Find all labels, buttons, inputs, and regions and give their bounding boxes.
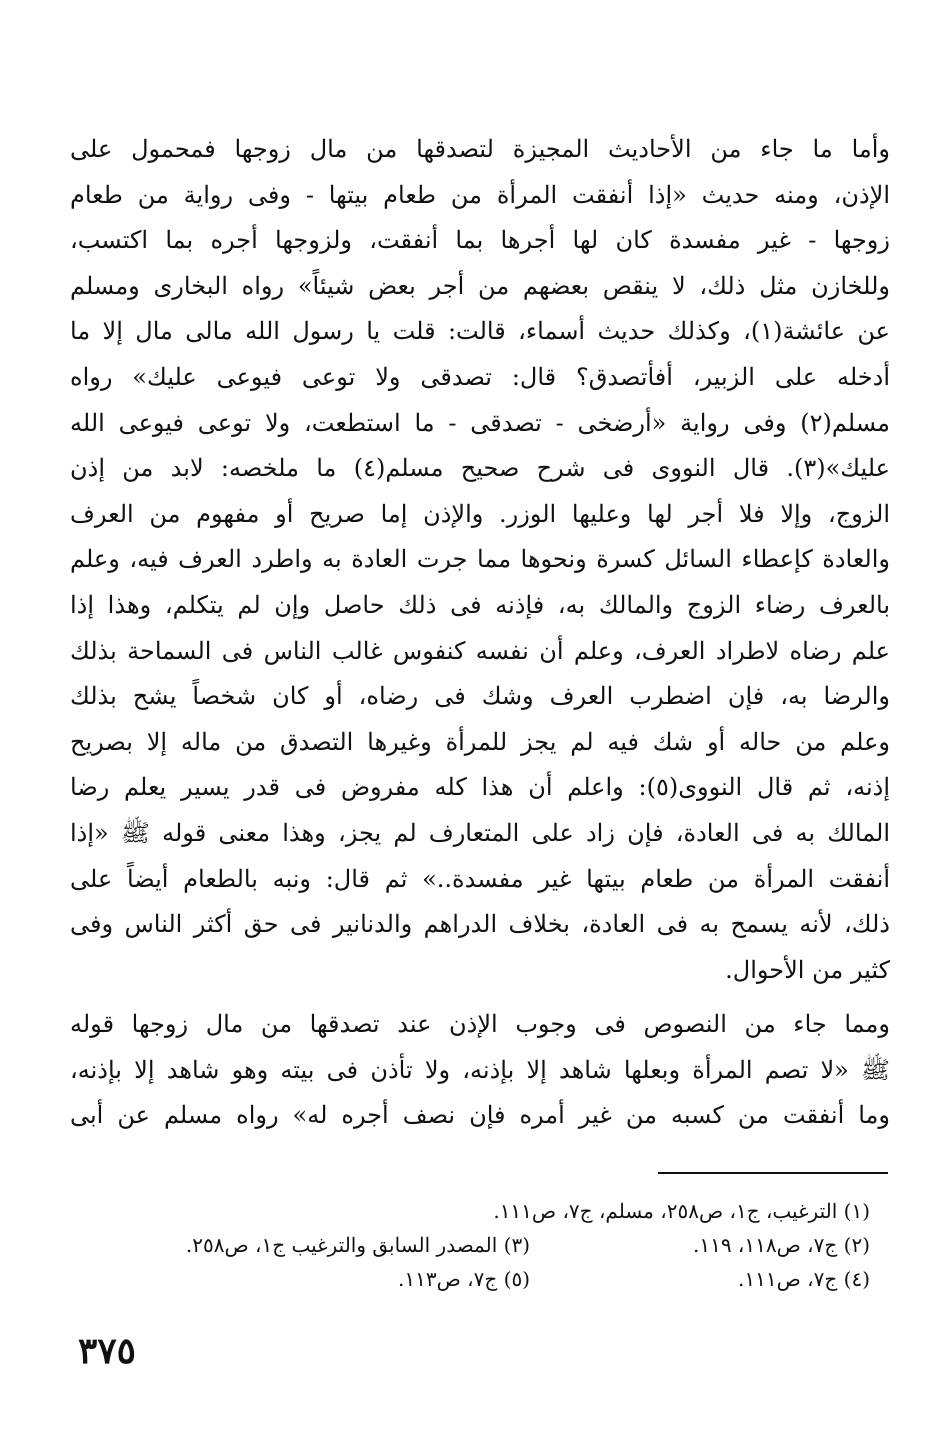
text-line: ومما جاء من النصوص فى وجوب الإذن عند تصدقها من مال زوجها قوله	[70, 1010, 890, 1038]
footnote-4: (٤) ج٧، ص١١١.	[738, 1267, 870, 1291]
text-line: كثير من الأحوال.	[725, 955, 890, 984]
text-line: الإذن، ومنه حديث «إذا أنفقت المرأة من طعام بيتها - وفى رواية من طعام	[70, 180, 890, 209]
text-line: وأما ما جاء من الأحاديث المجيزة لتصدقها من مال زوجها فمحمول على	[70, 135, 890, 163]
footnote-divider	[658, 1172, 888, 1174]
footnote-row	[70, 1262, 870, 1296]
text-line: أنفقت المرأة من طعام بيتها غير مفسدة..» ثم قال: ونبه بالطعام أيضاً على	[70, 864, 890, 893]
text-line: ذلك، لأنه يسمح به فى العادة، بخلاف الدراهم والدنانير فى حق أكثر الناس وفى	[70, 910, 890, 939]
text-line: الزوج، وإلا فلا أجر لها وعليها الوزر. والإذن إما صريح أو مفهوم من العرف	[70, 499, 890, 528]
body-paragraph-2	[70, 1002, 890, 1139]
text-line: وللخازن مثل ذلك، لا ينقص بعضهم من أجر بعض شيئاً» رواه البخارى ومسلم	[70, 271, 890, 300]
text-line: علم رضاه لاطراد العرف، وعلم أن نفسه كنفوس غالب الناس فى السماحة بذلك	[70, 636, 890, 665]
footnote-3: (٣) المصدر السابق والترغيب ج١، ص٢٥٨.	[185, 1233, 530, 1257]
footnote-row	[70, 1228, 870, 1262]
footnote-row	[70, 1194, 870, 1228]
footnote-5: (٥) ج٧، ص١١٣.	[398, 1267, 530, 1291]
page-number: ٣٧٥	[78, 1330, 137, 1372]
text-line: ﷺ «لا تصم المرأة وبعلها شاهد إلا بإذنه، ولا تأذن فى بيته وهو شاهد إلا بإذنه،	[70, 1055, 890, 1084]
text-line: بالعرف رضاء الزوج والمالك به، فإذنه فى ذلك حاصل وإن لم يتكلم، وهذا إذا	[70, 590, 890, 619]
text-line: وعلم من حاله أو شك فيه لم يجز للمرأة وغيرها التصدق من ماله إلا بصريح	[70, 727, 890, 756]
text-line: إذنه، ثم قال النووى(٥): واعلم أن هذا كله مفروض فى قدر يسير يعلم رضا	[70, 773, 890, 802]
text-line: المالك به فى العادة، فإن زاد على المتعارف لم يجز، وهذا معنى قوله ﷺ «إذا	[70, 818, 890, 847]
footnotes	[70, 1194, 870, 1296]
body-paragraph-1	[70, 127, 890, 993]
text-line: زوجها - غير مفسدة كان لها أجرها بما أنفقت، ولزوجها أجره بما اكتسب،	[70, 226, 890, 255]
footnote-2: (٢) ج٧، ص١١٨، ١١٩.	[692, 1233, 870, 1257]
footnote-1: (١) الترغيب، ج١، ص٢٥٨، مسلم، ج٧، ص١١١.	[493, 1199, 870, 1223]
text-line: عليك»(٣). قال النووى فى شرح صحيح مسلم(٤) ما ملخصه: لابد من إذن	[70, 454, 890, 483]
text-line: عن عائشة(١)، وكذلك حديث أسماء، قالت: قلت يا رسول الله مالى مال إلا ما	[70, 317, 890, 346]
text-line: أدخله على الزبير، أفأتصدق؟ قال: تصدقى ولا توعى فيوعى عليك» رواه	[70, 362, 890, 391]
text-line: والرضا به، فإن اضطرب العرف وشك فى رضاه، أو كان شخصاً يشح بذلك	[70, 682, 890, 711]
text-line: وما أنفقت من كسبه من غير أمره فإن نصف أجره له» رواه مسلم عن أبى	[70, 1101, 890, 1130]
text-line: والعادة كإعطاء السائل كسرة ونحوها مما جرت العادة به واطرد العرف فيه، وعلم	[70, 545, 890, 574]
text-line: مسلم(٢) وفى رواية «أرضخى - تصدقى - ما استطعت، ولا توعى فيوعى الله	[70, 408, 890, 437]
